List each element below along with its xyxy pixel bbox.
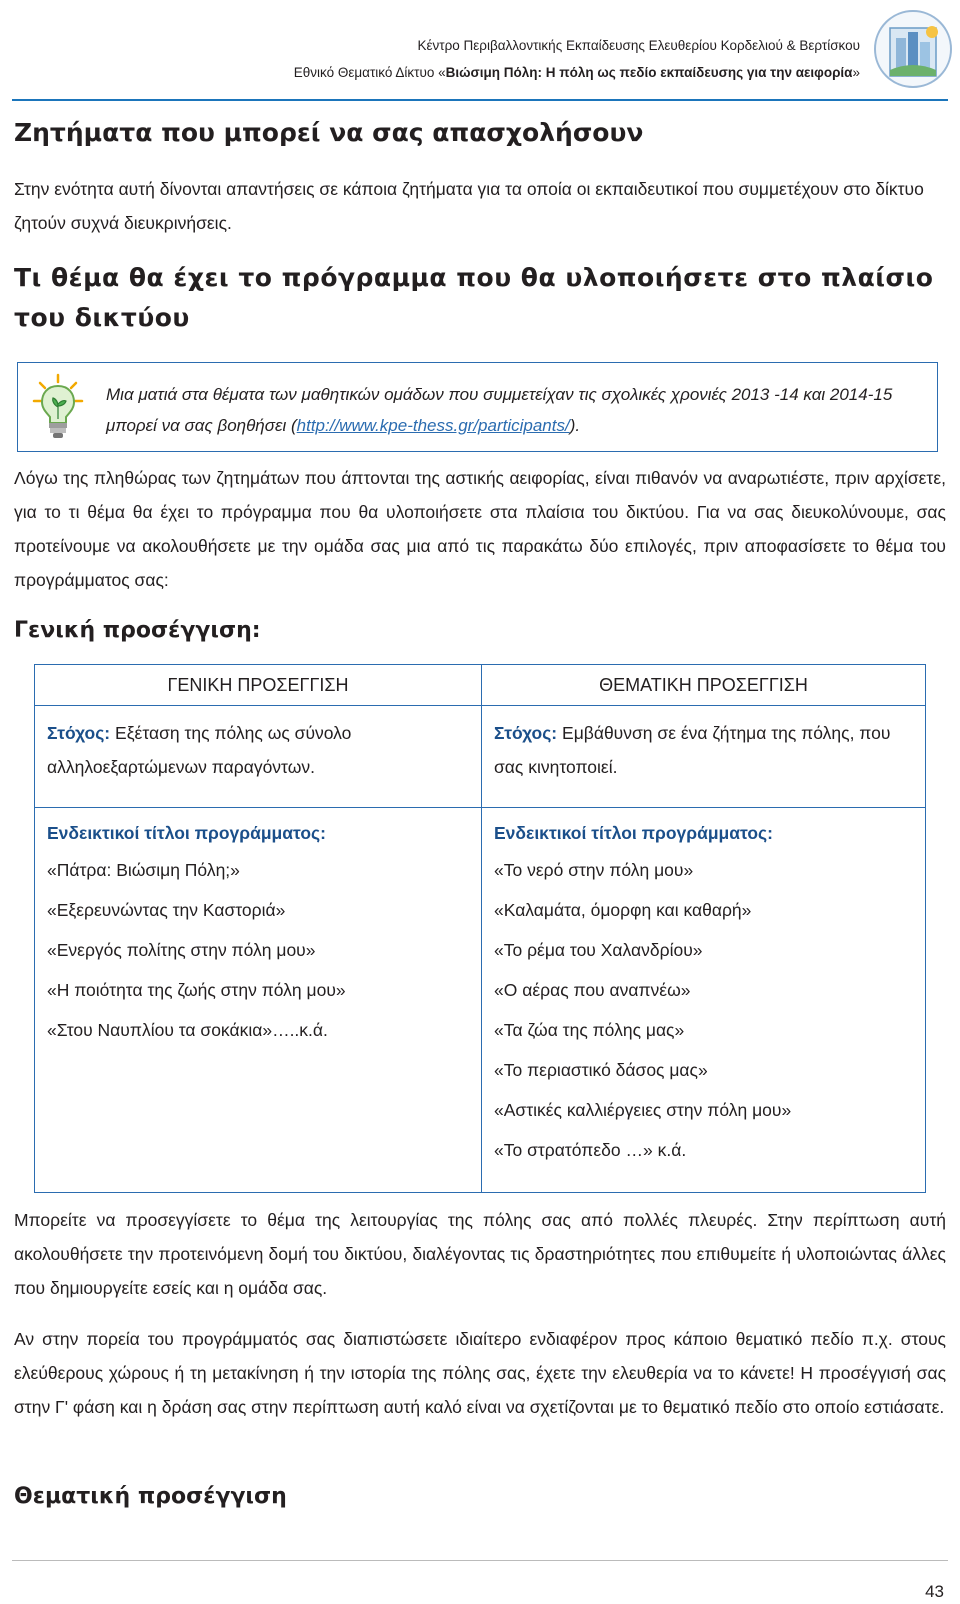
tip-box	[17, 362, 938, 452]
subsection-title-thematic: Θεματική προσέγγιση	[14, 1484, 287, 1509]
list-item: «Το περιαστικό δάσος μας»	[494, 1060, 708, 1080]
header-network-suffix: »	[852, 65, 860, 80]
list-item: «Στου Ναυπλίου τα σοκάκια»…..κ.ά.	[47, 1020, 328, 1040]
list-item: «Αστικές καλλιέργειες στην πόλη μου»	[494, 1100, 792, 1120]
list-item: «Το στρατόπεδο …» κ.ά.	[494, 1140, 687, 1160]
header-network-prefix: Εθνικό Θεματικό Δίκτυο «	[293, 65, 446, 80]
titles-label: Ενδεικτικοί τίτλοι προγράμματος:	[47, 823, 326, 843]
paragraph-thematic-interest: Αν στην πορεία του προγράμματός σας διαπιστώσετε ιδιαίτερο ενδιαφέρον προς κάποιο θεματικό πεδίο π.χ. στους ελεύθερους χώρους ή τη μετακίνηση ή την ιστορία της πόλης σας, έχετε την ελευθερία να το κάνετε! Η προσέγγισή σας στην Γ' φάση και η δράση σας στην περίπτωση αυτή καλό είναι να σχετίζονται με το θεματικό πεδίο στο οποίο εστιάσατε.	[14, 1329, 946, 1417]
list-item: «Καλαμάτα, όμορφη και καθαρή»	[494, 900, 752, 920]
page-title: Ζητήματα που μπορεί να σας απασχολήσουν	[14, 118, 644, 147]
header-network	[294, 65, 860, 80]
table-titles-row	[35, 808, 926, 1193]
section-title-program-topic: Τι θέμα θα έχει το πρόγραμμα που θα υλοποιήσετε στο πλαίσιο του δικτύου	[14, 263, 934, 332]
goal-label: Στόχος:	[47, 723, 111, 743]
tip-text-before: Μια ματιά στα θέματα των μαθητικών ομάδων που συμμετείχαν τις σχολικές χρονιές 2013 -14 και 2014-15 μπορεί να σας βοηθήσει (	[106, 385, 893, 435]
thematic-goal-cell	[482, 706, 926, 808]
general-approach-header: ΓΕΝΙΚΗ ΠΡΟΣΕΓΓΙΣΗ	[35, 665, 482, 706]
page-number: 43	[925, 1582, 944, 1601]
list-item: «Το νερό στην πόλη μου»	[494, 860, 694, 880]
list-item: «Ο αέρας που αναπνέω»	[494, 980, 691, 1000]
table-header-row	[35, 665, 926, 706]
thematic-approach-header: ΘΕΜΑΤΙΚΗ ΠΡΟΣΕΓΓΙΣΗ	[482, 665, 926, 706]
approach-comparison-table	[34, 664, 926, 1193]
participants-link[interactable]: http://www.kpe-thess.gr/participants/	[296, 416, 570, 435]
list-item: «Εξερευνώντας την Καστοριά»	[47, 900, 286, 920]
titles-label: Ενδεικτικοί τίτλοι προγράμματος:	[494, 823, 773, 843]
tip-text-after: ).	[569, 416, 581, 435]
goal-label: Στόχος:	[494, 723, 558, 743]
thematic-titles-cell	[482, 808, 926, 1193]
list-item: «Τα ζώα της πόλης μας»	[494, 1020, 685, 1040]
lightbulb-icon	[32, 373, 84, 441]
general-titles-cell	[35, 808, 482, 1193]
network-logo	[872, 8, 954, 90]
subsection-title-general: Γενική προσέγγιση:	[14, 618, 261, 643]
table-goal-row	[35, 706, 926, 808]
general-goal-text: Εξέταση της πόλης ως σύνολο αλληλοεξαρτώμενων παραγόντων.	[47, 723, 352, 777]
list-item: «Το ρέμα του Χαλανδρίου»	[494, 940, 703, 960]
list-item: «Ενεργός πολίτης στην πόλη μου»	[47, 940, 316, 960]
tip-text	[106, 379, 926, 441]
general-goal-cell	[35, 706, 482, 808]
list-item: «Πάτρα: Βιώσιμη Πόλη;»	[47, 860, 240, 880]
header-divider	[12, 99, 948, 101]
header-network-title: Βιώσιμη Πόλη: Η πόλη ως πεδίο εκπαίδευσης για την αειφορία	[445, 65, 853, 80]
intro-paragraph: Στην ενότητα αυτή δίνονται απαντήσεις σε κάποια ζητήματα για τα οποία οι εκπαιδευτικοί που συμμετέχουν στο δίκτυο ζητούν συχνά διευκρινήσεις.	[14, 179, 924, 233]
list-item: «Η ποιότητα της ζωής στην πόλη μου»	[47, 980, 346, 1000]
footer-divider	[12, 1560, 948, 1561]
header-organization: Κέντρο Περιβαλλοντικής Εκπαίδευσης Ελευθερίου Κορδελιού & Βερτίσκου	[417, 38, 860, 53]
paragraph-general-approach: Μπορείτε να προσεγγίσετε το θέμα της λειτουργίας της πόλης σας από πολλές πλευρές. Στην περίπτωση αυτή ακολουθήσετε την προτεινόμενη δομή του δικτύου, διαλέγοντας τις δραστηριότητες που επιθυμείτε ή υλοποιώντας άλλες που δημιουργείτε εσείς και η ομάδα σας.	[14, 1210, 946, 1298]
thematic-goal-text: Εμβάθυνση σε ένα ζήτημα της πόλης, που σας κινητοποιεί.	[494, 723, 891, 777]
paragraph-topic-choice: Λόγω της πληθώρας των ζητημάτων που άπτονται της αστικής αειφορίας, είναι πιθανόν να αναρωτιέστε, πριν αρχίσετε, για το τι θέμα θα έχει το πρόγραμμα που θα υλοποιήσετε στα πλαίσια του δικτύου. Για να σας διευκολύνουμε, σας προτείνουμε να ακολουθήσετε με την ομάδα σας μια από τις παρακάτω δύο επιλογές, πριν αποφασίσετε το θέμα του προγράμματος σας:	[14, 468, 946, 590]
